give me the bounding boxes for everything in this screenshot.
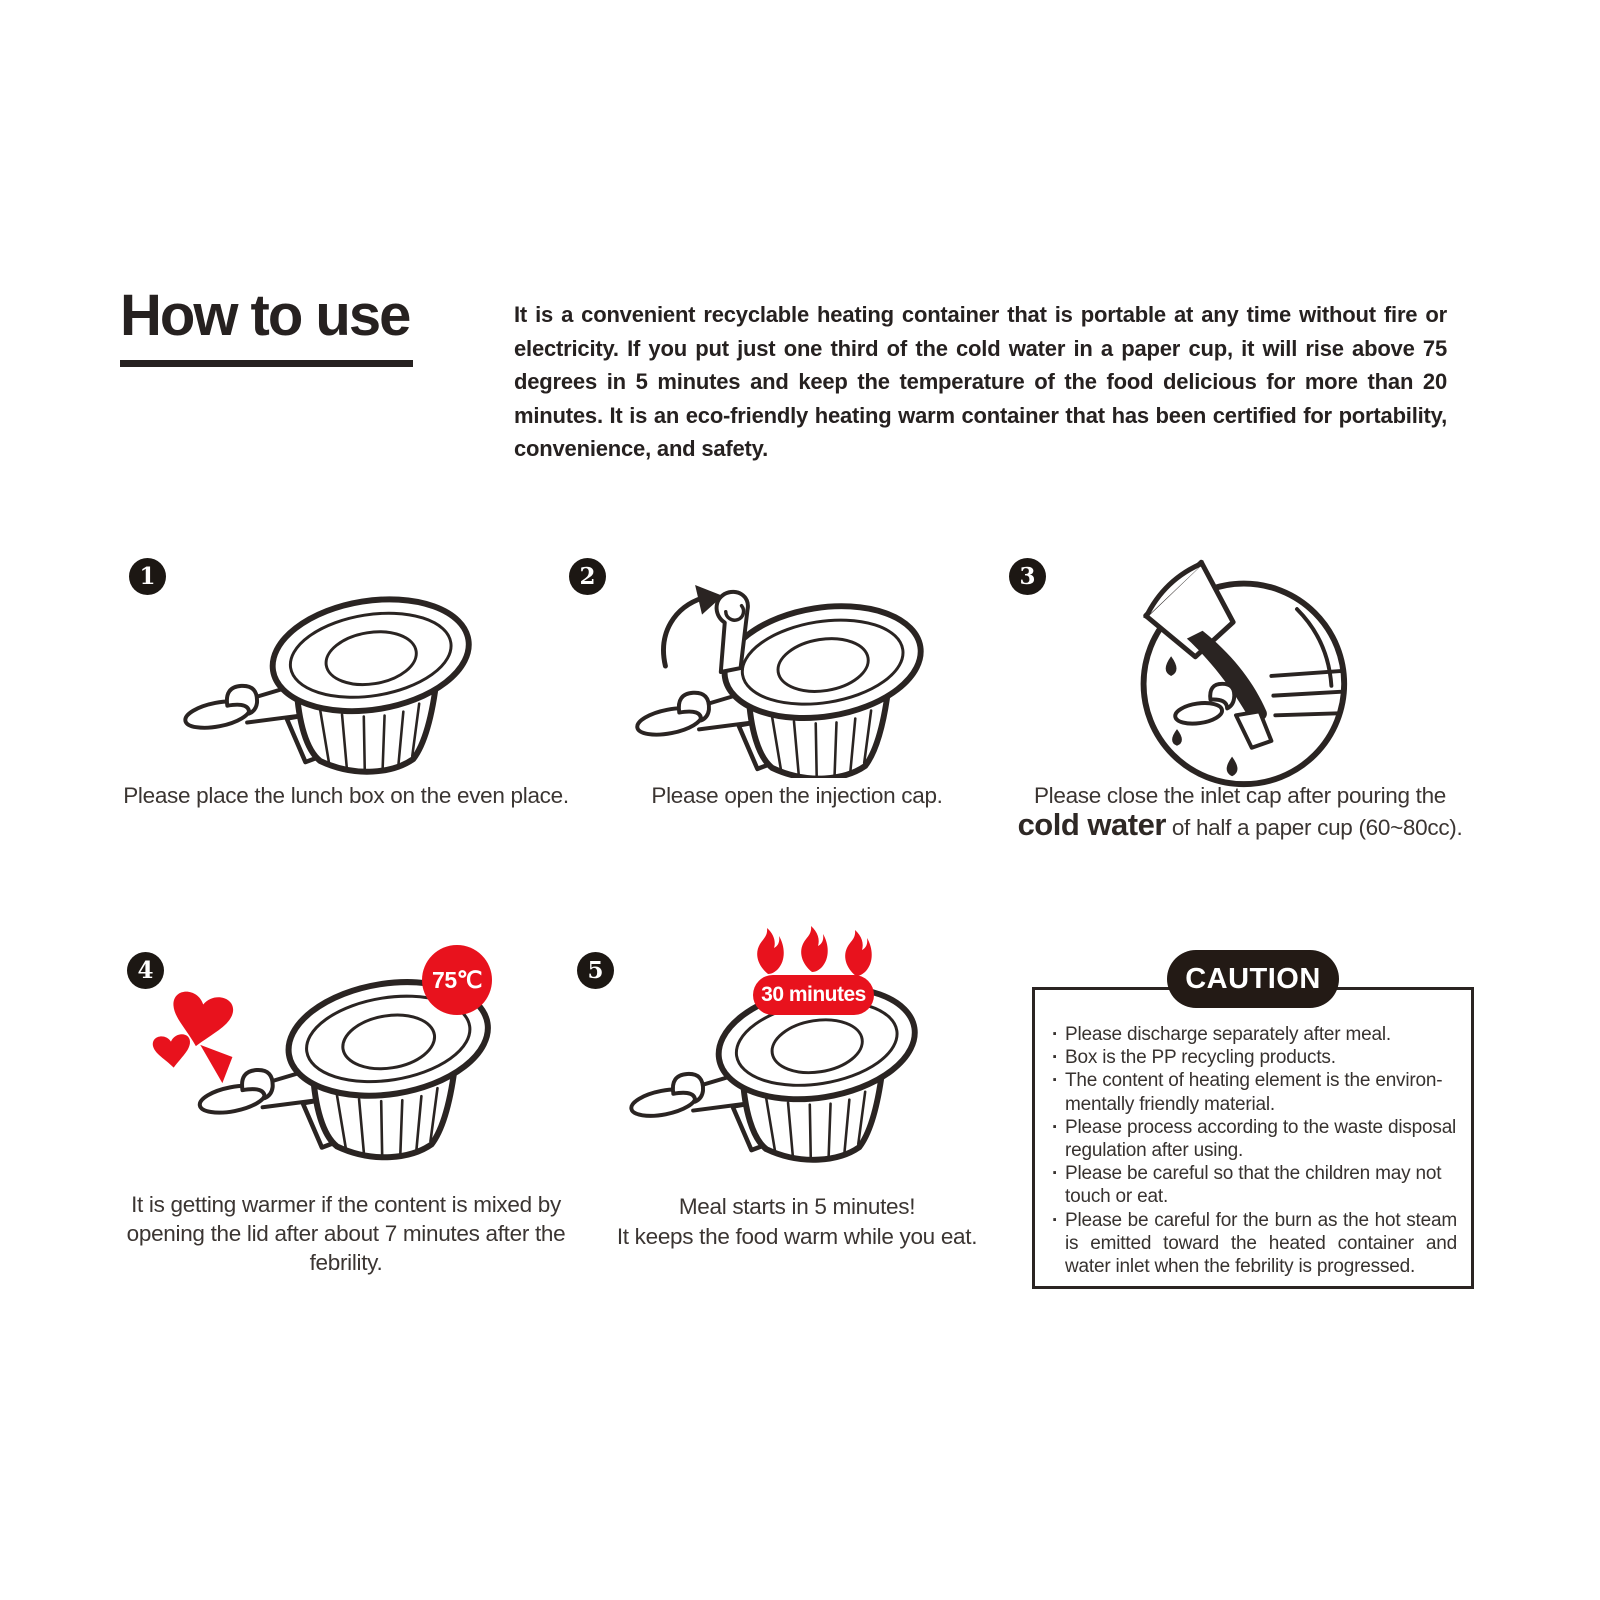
- step-2-number-badge: [569, 558, 606, 595]
- step-4: [96, 946, 596, 1286]
- step-1-number-badge: [129, 558, 166, 595]
- cold-water-highlight: cold water: [1017, 807, 1166, 842]
- steam-flames-icon: [752, 916, 880, 976]
- step-3: [998, 552, 1482, 882]
- step-1-caption: Please place the lunch box on the even place.: [123, 783, 569, 808]
- step-5: [566, 946, 1006, 1286]
- duration-badge: [753, 975, 874, 1015]
- pour-cold-water-illustration: [1088, 556, 1384, 792]
- caution-item: · Please process according to the waste disposal regulation after using.: [1052, 1116, 1457, 1162]
- step-2-caption: Please open the injection cap.: [651, 783, 943, 808]
- caution-item: · The content of heating element is the environ-mentally friendly material.: [1052, 1069, 1457, 1115]
- step-4-caption: It is getting warmer if the content is mixed by opening the lid after about 7 minutes after the febrility.: [126, 1192, 566, 1275]
- temperature-badge: [422, 945, 492, 1015]
- step-5-number: 5: [587, 957, 604, 984]
- step-5-number-badge: [577, 952, 614, 989]
- caution-box: [1032, 987, 1474, 1289]
- caution-section: [1032, 950, 1474, 1290]
- temperature-badge-label: 75℃: [432, 966, 482, 993]
- step-5-caption-line2: It keeps the food warm while you eat.: [616, 1224, 978, 1249]
- step-3-number-badge: [1009, 558, 1046, 595]
- step-2-number: 2: [579, 563, 596, 590]
- caution-item: · Please be careful for the burn as the hot steam is emitted toward the heated container and water inlet when the febrility is progressed.: [1052, 1209, 1457, 1279]
- step-5-caption-line1: Meal starts in 5 minutes!: [678, 1194, 916, 1219]
- caution-item: · Please discharge separately after meal.: [1052, 1023, 1457, 1046]
- caution-list: [1052, 1023, 1457, 1278]
- caution-item: · Please be careful so that the children may not touch or eat.: [1052, 1162, 1457, 1208]
- step-1-number: 1: [139, 563, 156, 590]
- step-3-caption-line2: of half a paper cup (60~80cc).: [1165, 815, 1463, 840]
- caution-label: CAUTION: [1167, 950, 1339, 1008]
- step-1: [96, 552, 596, 842]
- step-4-number: 4: [137, 957, 154, 984]
- lunch-box-illustration: [168, 574, 524, 782]
- caution-item: · Box is the PP recycling products.: [1052, 1046, 1457, 1069]
- intro-paragraph: It is a convenient recyclable heating container that is portable at any time without fire or electricity. If you put just one third of the cold water in a paper cup, it will rise above 75 degrees in 5 minutes and keep the temperature of the food delicious for more than 20 minutes. It is an eco-friendly heating warm container that has been certified for portability, convenience, and safety.: [514, 302, 1447, 461]
- duration-badge-label: 30 minutes: [761, 983, 866, 1006]
- step-3-caption-line1: Please close the inlet cap after pouring the: [1033, 783, 1447, 808]
- steam-puffs: [152, 990, 235, 1084]
- page-title: How to use: [120, 284, 413, 367]
- step-2: [566, 552, 1006, 842]
- step-3-number: 3: [1019, 563, 1036, 590]
- step-5-caption: [592, 1192, 1002, 1252]
- step-3-caption: [998, 781, 1482, 842]
- open-injection-cap-illustration: [614, 566, 970, 778]
